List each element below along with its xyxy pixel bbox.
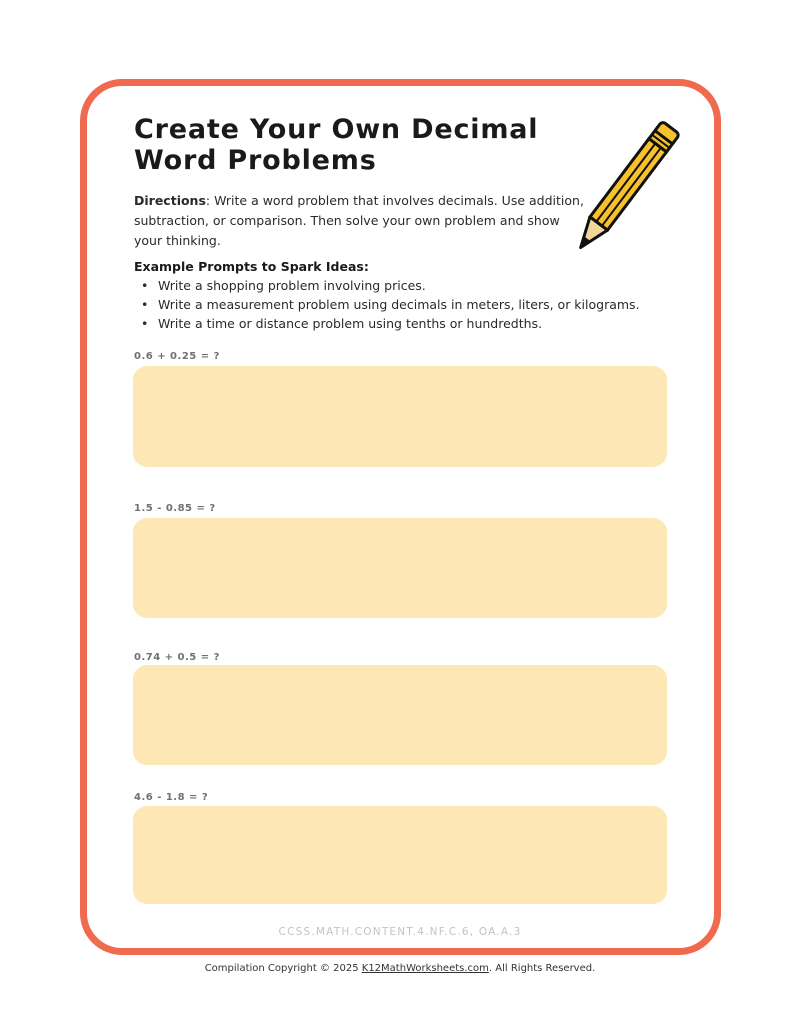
copyright-link[interactable]: K12MathWorksheets.com [361, 963, 489, 974]
title-line-1: Create Your Own Decimal [134, 114, 539, 145]
problem-2-answer-box[interactable] [133, 518, 667, 618]
prompt-item: • Write a measurement problem using decimals in meters, liters, or kilograms. [136, 295, 656, 314]
title-line-2: Word Problems [134, 145, 377, 176]
problem-4-answer-box[interactable] [133, 806, 667, 904]
problem-2-label: 1.5 - 0.85 = ? [134, 503, 216, 514]
directions [134, 191, 589, 251]
standard-code: CCSS.MATH.CONTENT.4.NF.C.6, OA.A.3 [278, 926, 522, 938]
directions-label: Directions [134, 193, 206, 208]
copyright-suffix: . All Rights Reserved. [488, 963, 596, 974]
problem-3-label: 0.74 + 0.5 = ? [134, 652, 220, 663]
problem-4-label: 4.6 - 1.8 = ? [134, 792, 209, 803]
problem-3-answer-box[interactable] [133, 665, 667, 765]
prompts-list [136, 276, 656, 333]
prompt-item: • Write a time or distance problem using tenths or hundredths. [136, 314, 656, 333]
directions-text: : Write a word problem that involves decimals. Use addition, subtraction, or comparison. Then solve your own problem and show your thinking. [134, 193, 584, 248]
problem-1-answer-box[interactable] [133, 366, 667, 467]
page-title [134, 114, 554, 176]
copyright-prefix: Compilation Copyright © 2025 [204, 963, 362, 974]
prompts-title: Example Prompts to Spark Ideas: [134, 259, 369, 274]
problem-1-label: 0.6 + 0.25 = ? [134, 351, 220, 362]
copyright-notice [0, 963, 800, 974]
prompt-item: • Write a shopping problem involving prices. [136, 276, 656, 295]
